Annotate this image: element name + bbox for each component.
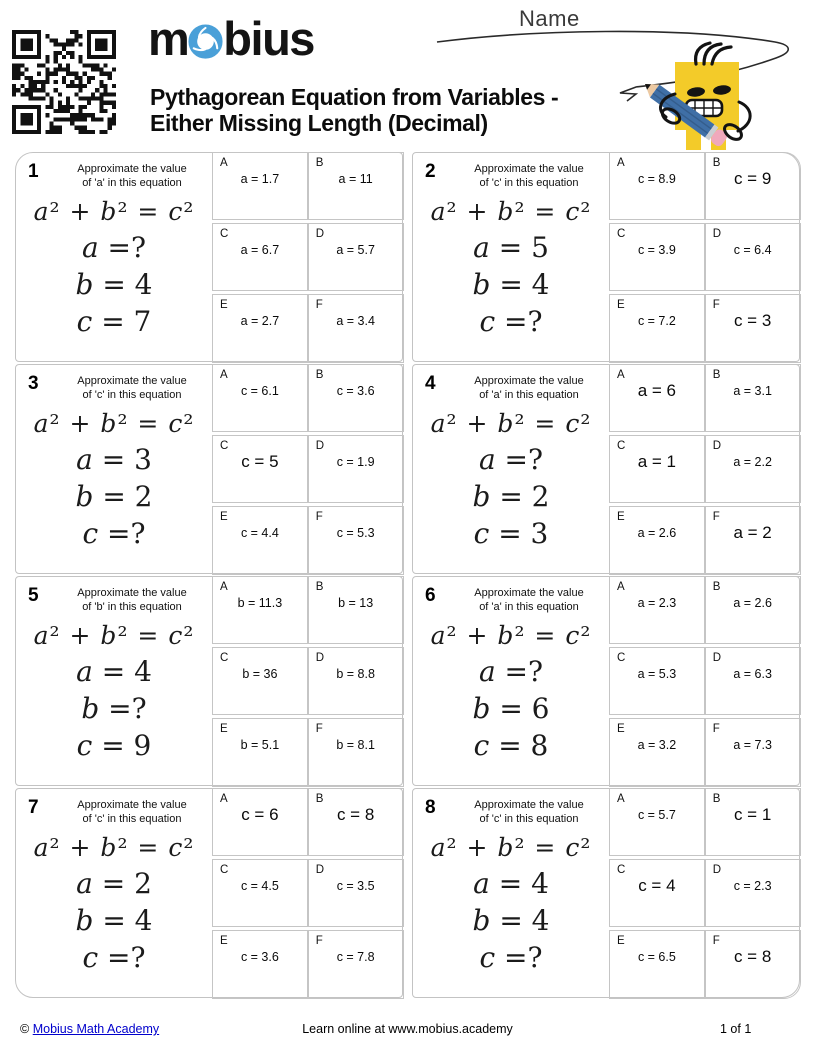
variable-line-2: c = 3 (473, 517, 549, 550)
problem-statement (16, 153, 212, 361)
answer-value: b = 8.8 (336, 666, 375, 681)
answer-value: c = 5 (241, 451, 279, 471)
answer-value: a = 1 (637, 451, 677, 471)
equation-block (16, 409, 212, 552)
answer-letter: C (617, 863, 626, 876)
answer-cell-D (705, 647, 801, 715)
problem-card-7 (15, 788, 403, 998)
variable-line-2: c = 9 (76, 729, 152, 762)
answer-value: c = 1 (733, 804, 772, 824)
answer-cell-B (705, 788, 801, 856)
answer-value: c = 6.4 (733, 242, 772, 257)
answer-value: c = 3.6 (336, 383, 375, 398)
answer-value: a = 3.1 (733, 383, 772, 398)
pythagorean-equation: a² + b² = c² (430, 409, 592, 438)
answer-cell-C (609, 859, 705, 927)
problem-prompt: Approximate the value of 'c' in this equation (77, 375, 187, 401)
answer-value: c = 1.9 (336, 454, 375, 469)
problem-statement (413, 153, 609, 361)
answer-value: c = 6.5 (637, 950, 676, 965)
answer-value: c = 2.3 (733, 878, 772, 893)
answer-cell-B (705, 152, 801, 220)
title-line-2: Either Missing Length (Decimal) (150, 110, 488, 136)
variable-line-1: b = 6 (472, 692, 550, 725)
answer-letter: B (315, 156, 324, 169)
answer-cell-D (308, 859, 404, 927)
name-line-and-mascot (420, 18, 815, 160)
answer-cell-B (705, 576, 801, 644)
answer-letter: C (617, 651, 626, 664)
answer-letter: E (617, 299, 625, 312)
answer-cell-E (212, 506, 308, 574)
answer-cell-B (308, 788, 404, 856)
answer-cell-A (212, 788, 308, 856)
answer-letter: B (315, 368, 324, 381)
answer-cell-C (212, 223, 308, 291)
answer-cell-C (609, 223, 705, 291)
answer-cell-D (308, 647, 404, 715)
answer-value: b = 11.3 (237, 595, 283, 610)
answer-value: a = 2.3 (637, 595, 677, 610)
variable-line-2: c =? (479, 305, 543, 338)
answer-letter: E (220, 935, 228, 948)
variable-line-2: c = 7 (76, 305, 152, 338)
answer-cell-A (609, 364, 705, 432)
answer-cell-F (705, 294, 801, 362)
problem-prompt: Approximate the value of 'b' in this equation (77, 587, 187, 613)
answer-letter: F (315, 299, 323, 312)
answer-cell-C (212, 647, 308, 715)
answer-value: c = 5.7 (637, 807, 676, 822)
copyright-symbol: © (20, 1022, 30, 1036)
answer-letter: A (617, 368, 625, 381)
problem-statement (16, 365, 212, 573)
answer-value: a = 3.4 (336, 314, 375, 329)
variable-line-0: a =? (81, 231, 147, 264)
problem-number: 8 (425, 797, 436, 818)
problem-statement (413, 789, 609, 997)
answer-letter: F (712, 935, 720, 948)
problem-prompt: Approximate the value of 'c' in this equation (77, 799, 187, 825)
answer-letter: B (712, 580, 721, 593)
problem-statement (413, 365, 609, 573)
answer-grid (609, 788, 801, 999)
answer-value: a = 2.2 (733, 454, 772, 469)
problem-number: 6 (425, 585, 436, 606)
problem-card-1 (15, 152, 403, 362)
answer-cell-B (308, 364, 404, 432)
answer-cell-C (212, 859, 308, 927)
answer-value: c = 3.5 (336, 878, 375, 893)
problem-number: 7 (28, 797, 39, 818)
variable-line-0: a = 4 (473, 867, 549, 900)
problem-card-2 (412, 152, 800, 362)
answer-cell-D (705, 435, 801, 503)
answer-cell-F (705, 930, 801, 998)
answer-value: a = 6.7 (240, 242, 280, 257)
answer-cell-E (212, 718, 308, 786)
answer-letter: D (712, 227, 722, 240)
answer-letter: A (617, 580, 625, 593)
answer-letter: C (617, 227, 626, 240)
problem-number: 5 (28, 585, 39, 606)
problem-number: 2 (425, 161, 436, 182)
answer-cell-C (609, 647, 705, 715)
answer-cell-E (609, 294, 705, 362)
answer-value: c = 4.5 (240, 878, 279, 893)
answer-value: c = 3.9 (637, 242, 676, 257)
answer-letter: A (220, 368, 228, 381)
problem-card-4 (412, 364, 800, 574)
variable-line-1: b = 2 (472, 480, 550, 513)
answer-value: c = 4.4 (240, 526, 279, 541)
problem-number: 3 (28, 373, 39, 394)
variable-line-0: a =? (478, 443, 544, 476)
answer-value: c = 6 (241, 804, 279, 824)
answer-cell-F (705, 718, 801, 786)
variable-line-0: a = 4 (76, 655, 152, 688)
answer-value: b = 13 (338, 595, 374, 610)
answer-grid (212, 364, 404, 575)
answer-letter: D (315, 439, 325, 452)
answer-cell-E (212, 294, 308, 362)
answer-cell-E (212, 930, 308, 998)
pythagorean-equation: a² + b² = c² (33, 621, 195, 650)
answer-letter: F (315, 723, 323, 736)
answer-letter: C (220, 651, 229, 664)
problem-card-8 (412, 788, 800, 998)
answer-letter: A (220, 156, 228, 169)
answer-letter: C (220, 227, 229, 240)
problem-prompt: Approximate the value of 'c' in this equation (474, 163, 584, 189)
answer-value: c = 5.3 (336, 526, 375, 541)
answer-letter: D (712, 651, 722, 664)
problem-card-6 (412, 576, 800, 786)
pencil-mascot (640, 43, 750, 150)
problem-number: 4 (425, 373, 436, 394)
answer-cell-A (609, 788, 705, 856)
problems-grid (15, 152, 800, 998)
answer-value: c = 8 (336, 804, 375, 824)
answer-value: a = 2.6 (637, 526, 677, 541)
answer-letter: E (617, 935, 625, 948)
answer-letter: A (220, 580, 228, 593)
answer-value: c = 7.2 (637, 314, 676, 329)
answer-letter: C (220, 439, 229, 452)
answer-cell-D (705, 223, 801, 291)
answer-value: c = 3 (733, 311, 772, 331)
answer-cell-A (609, 152, 705, 220)
answer-grid (212, 152, 404, 363)
answer-cell-E (609, 718, 705, 786)
variable-line-1: b = 2 (75, 480, 153, 513)
page-indicator: 1 of 1 (720, 1022, 752, 1036)
answer-value: a = 11 (338, 171, 373, 186)
equation-block (413, 833, 609, 976)
answer-value: b = 36 (242, 666, 278, 681)
answer-letter: E (617, 511, 625, 524)
answer-letter: D (315, 863, 325, 876)
answer-value: a = 6.3 (733, 666, 772, 681)
variable-line-1: b = 4 (472, 268, 550, 301)
pythagorean-equation: a² + b² = c² (430, 621, 592, 650)
answer-letter: E (617, 723, 625, 736)
qr-code (12, 30, 116, 134)
pythagorean-equation: a² + b² = c² (430, 833, 592, 862)
mobius-o-icon (188, 24, 223, 59)
answer-letter: D (315, 227, 325, 240)
variable-line-0: a = 2 (76, 867, 152, 900)
answer-letter: F (315, 511, 323, 524)
answer-cell-D (705, 859, 801, 927)
answer-letter: B (712, 792, 721, 805)
answer-cell-E (609, 506, 705, 574)
mobius-academy-link[interactable]: Mobius Math Academy (32, 1022, 160, 1036)
variable-line-0: a =? (478, 655, 544, 688)
answer-value: a = 1.7 (240, 171, 280, 186)
answer-value: c = 8 (733, 947, 772, 967)
answer-letter: B (712, 368, 721, 381)
answer-cell-F (705, 506, 801, 574)
answer-cell-D (308, 435, 404, 503)
variable-line-1: b = 4 (472, 904, 550, 937)
variable-line-2: c =? (82, 941, 146, 974)
answer-value: a = 5.3 (637, 666, 677, 681)
equation-block (413, 621, 609, 764)
pythagorean-equation: a² + b² = c² (430, 197, 592, 226)
answer-cell-E (609, 930, 705, 998)
variable-line-0: a = 3 (76, 443, 152, 476)
answer-value: a = 2.6 (733, 595, 772, 610)
answer-value: a = 5.7 (336, 242, 375, 257)
answer-letter: E (220, 723, 228, 736)
answer-letter: E (220, 511, 228, 524)
problem-card-3 (15, 364, 403, 574)
answer-value: a = 2.7 (240, 314, 280, 329)
answer-value: c = 6.1 (240, 383, 279, 398)
pythagorean-equation: a² + b² = c² (33, 197, 195, 226)
pythagorean-equation: a² + b² = c² (33, 833, 195, 862)
answer-cell-A (212, 152, 308, 220)
variable-line-0: a = 5 (473, 231, 549, 264)
answer-cell-A (609, 576, 705, 644)
equation-block (16, 197, 212, 340)
answer-letter: A (617, 792, 625, 805)
mobius-logo (148, 14, 314, 64)
problem-number: 1 (28, 161, 39, 182)
answer-letter: F (315, 935, 323, 948)
logo-text-post: bius (223, 12, 314, 65)
answer-value: a = 6 (637, 380, 677, 400)
answer-cell-A (212, 364, 308, 432)
answer-value: c = 4 (638, 875, 676, 895)
title-line-1: Pythagorean Equation from Variables - (150, 84, 559, 110)
answer-letter: D (712, 439, 722, 452)
answer-letter: C (220, 863, 229, 876)
answer-value: a = 7.3 (733, 738, 772, 753)
problem-prompt: Approximate the value of 'a' in this equation (474, 587, 584, 613)
answer-value: c = 9 (733, 168, 772, 188)
answer-letter: A (617, 156, 625, 169)
problem-prompt: Approximate the value of 'a' in this equation (77, 163, 187, 189)
answer-letter: B (315, 792, 324, 805)
answer-value: c = 3.6 (240, 950, 279, 965)
answer-grid (609, 576, 801, 787)
pythagorean-equation: a² + b² = c² (33, 409, 195, 438)
answer-grid (609, 152, 801, 363)
problem-statement (16, 577, 212, 785)
answer-cell-B (705, 364, 801, 432)
answer-grid (212, 788, 404, 999)
answer-value: c = 7.8 (336, 950, 375, 965)
equation-block (413, 197, 609, 340)
answer-cell-F (308, 930, 404, 998)
answer-value: a = 2 (733, 523, 772, 543)
problem-statement (16, 789, 212, 997)
answer-letter: F (712, 299, 720, 312)
answer-value: a = 3.2 (637, 738, 677, 753)
answer-letter: C (617, 439, 626, 452)
answer-letter: F (712, 723, 720, 736)
answer-letter: D (315, 651, 325, 664)
answer-cell-F (308, 506, 404, 574)
answer-cell-A (212, 576, 308, 644)
answer-letter: F (712, 511, 720, 524)
answer-cell-C (609, 435, 705, 503)
answer-value: c = 8.9 (637, 171, 676, 186)
answer-letter: B (315, 580, 324, 593)
footer-center-text: Learn online at www.mobius.academy (302, 1022, 513, 1036)
name-label: Name (519, 6, 580, 31)
variable-line-2: c =? (82, 517, 146, 550)
answer-cell-C (212, 435, 308, 503)
answer-cell-F (308, 718, 404, 786)
answer-value: b = 5.1 (240, 738, 280, 753)
answer-letter: A (220, 792, 228, 805)
variable-line-2: c =? (479, 941, 543, 974)
answer-cell-B (308, 576, 404, 644)
answer-letter: B (712, 156, 721, 169)
variable-line-1: b = 4 (75, 268, 153, 301)
variable-line-1: b = 4 (75, 904, 153, 937)
equation-block (16, 833, 212, 976)
answer-letter: D (712, 863, 722, 876)
variable-line-1: b =? (81, 692, 147, 725)
answer-value: b = 8.1 (336, 738, 375, 753)
equation-block (413, 409, 609, 552)
equation-block (16, 621, 212, 764)
problem-prompt: Approximate the value of 'c' in this equation (474, 799, 584, 825)
answer-letter: E (220, 299, 228, 312)
logo-text-pre: m (148, 12, 189, 65)
answer-grid (212, 576, 404, 787)
problem-prompt: Approximate the value of 'a' in this equation (474, 375, 584, 401)
variable-line-2: c = 8 (473, 729, 549, 762)
answer-cell-B (308, 152, 404, 220)
problem-card-5 (15, 576, 403, 786)
answer-cell-F (308, 294, 404, 362)
answer-grid (609, 364, 801, 575)
answer-cell-D (308, 223, 404, 291)
problem-statement (413, 577, 609, 785)
